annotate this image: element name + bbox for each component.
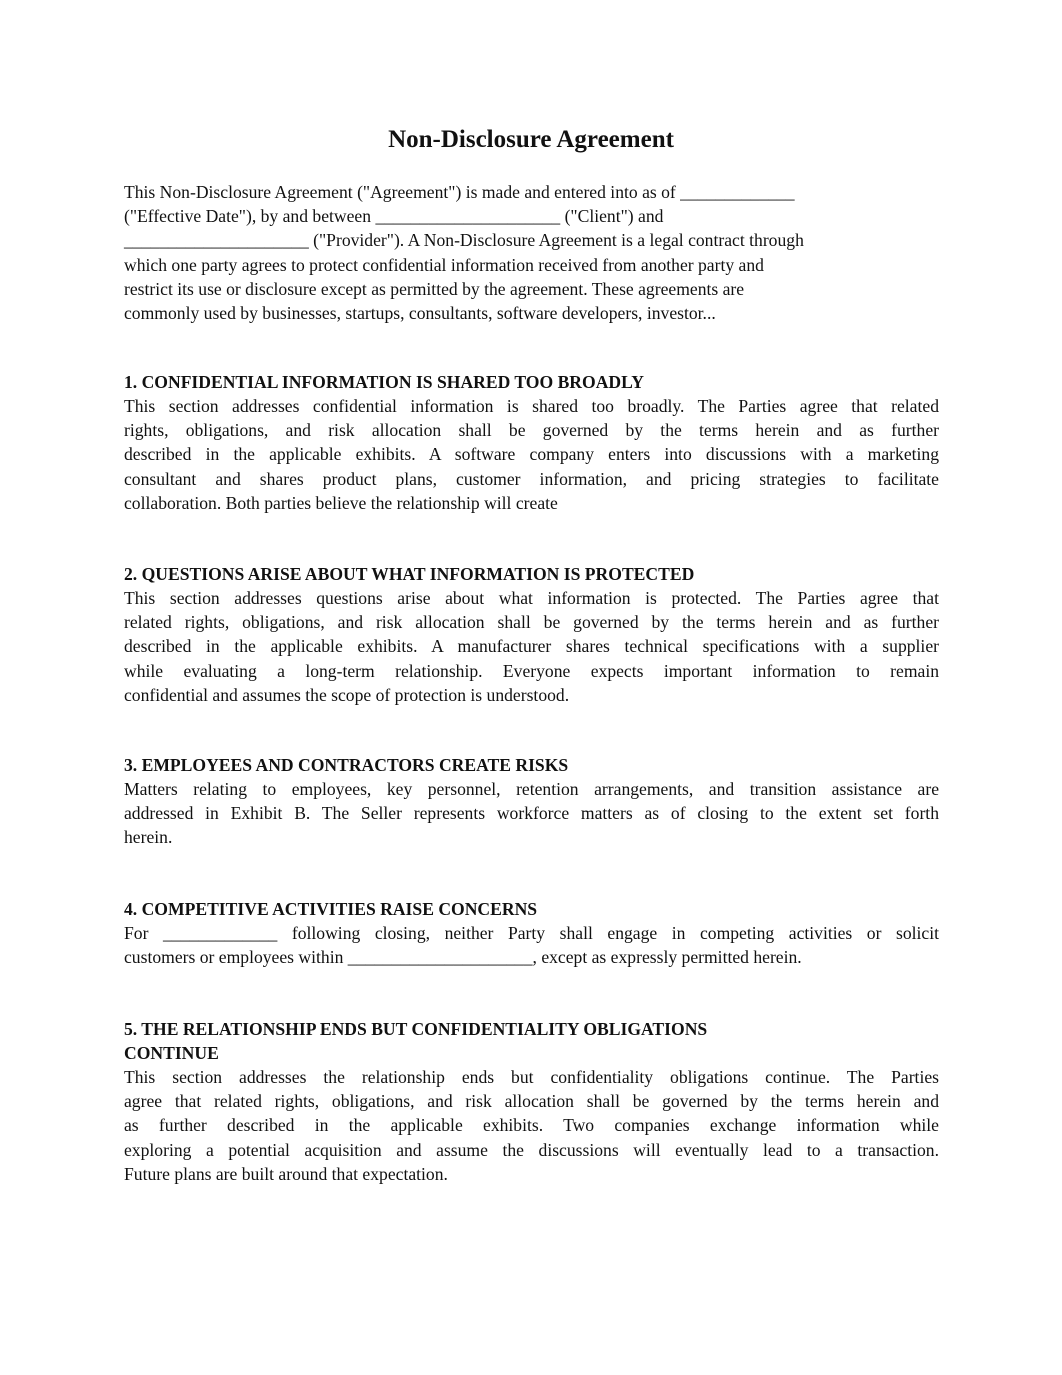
section-heading: 4. COMPETITIVE ACTIVITIES RAISE CONCERNS — [124, 899, 538, 919]
section-body — [124, 394, 939, 515]
section-4 — [124, 897, 939, 969]
section-3 — [124, 753, 939, 850]
intro-line: restrict its use or disclosure except as permitted by the agreement. These agreements are — [124, 278, 745, 299]
section-line: This section addresses confidential information is shared too broadly. The Parties agree that related — [124, 396, 939, 416]
section-line: confidential and assumes the scope of protection is understood. — [124, 684, 570, 705]
section-heading: 2. QUESTIONS ARISE ABOUT WHAT INFORMATION IS PROTECTED — [124, 564, 695, 584]
section-line: addressed in Exhibit B. The Seller represents workforce matters as of closing to the extent set forth — [124, 803, 939, 824]
section-body — [124, 921, 939, 969]
intro-line: _____________________ ("Provider"). A Non-Disclosure Agreement is a legal contract through — [124, 230, 804, 251]
section-heading-line: CONTINUE — [124, 1043, 219, 1063]
section-line: Future plans are built around that expectation. — [124, 1163, 448, 1184]
section-5 — [124, 1017, 939, 1186]
section-body — [124, 777, 939, 850]
section-line: rights, obligations, and risk allocation shall be governed by the terms herein and as further — [124, 420, 939, 441]
intro-paragraph — [124, 180, 939, 325]
intro-line: which one party agrees to protect confidential information received from another party and — [124, 254, 764, 275]
section-2 — [124, 562, 939, 707]
section-line: related rights, obligations, and risk allocation shall be governed by the terms herein and as further — [124, 612, 939, 633]
document-title: Non-Disclosure Agreement — [388, 126, 674, 153]
section-line: described in the applicable exhibits. A manufacturer shares technical specifications with a supplier — [124, 636, 939, 657]
section-line: described in the applicable exhibits. A software company enters into discussions with a marketing — [124, 444, 939, 465]
section-heading: 1. CONFIDENTIAL INFORMATION IS SHARED TOO BROADLY — [124, 372, 644, 392]
section-body — [124, 1065, 939, 1186]
section-line: For _____________ following closing, neither Party shall engage in competing activities or solicit — [124, 923, 939, 943]
section-heading: 3. EMPLOYEES AND CONTRACTORS CREATE RISKS — [124, 755, 569, 775]
section-line: This section addresses the relationship ends but confidentiality obligations continue. The Parties — [124, 1067, 939, 1087]
section-1 — [124, 370, 939, 515]
section-heading — [124, 1017, 939, 1065]
section-line: exploring a potential acquisition and assume the discussions will eventually lead to a transaction. — [124, 1139, 939, 1160]
section-line: This section addresses questions arise about what information is protected. The Parties agree that — [124, 588, 939, 608]
section-line: Matters relating to employees, key personnel, retention arrangements, and transition assistance are — [124, 779, 939, 799]
section-line: herein. — [124, 827, 173, 848]
intro-line: ("Effective Date"), by and between _____________________ ("Client") and — [124, 206, 664, 227]
section-line: customers or employees within _____________________, except as expressly permitted herein. — [124, 947, 802, 968]
section-line: agree that related rights, obligations, and risk allocation shall be governed by the terms herein and — [124, 1091, 939, 1112]
section-line: while evaluating a long-term relationship. Everyone expects important information to remain — [124, 660, 939, 681]
section-heading-line: 5. THE RELATIONSHIP ENDS BUT CONFIDENTIALITY OBLIGATIONS — [124, 1019, 708, 1039]
section-line: as further described in the applicable exhibits. Two companies exchange information while — [124, 1115, 939, 1136]
intro-line: This Non-Disclosure Agreement ("Agreement") is made and entered into as of _____________ — [124, 182, 795, 202]
intro-line: commonly used by businesses, startups, consultants, software developers, investor... — [124, 303, 716, 324]
section-body — [124, 586, 939, 707]
section-line: collaboration. Both parties believe the relationship will create — [124, 492, 558, 513]
section-line: consultant and shares product plans, customer information, and pricing strategies to facilitate — [124, 468, 939, 489]
